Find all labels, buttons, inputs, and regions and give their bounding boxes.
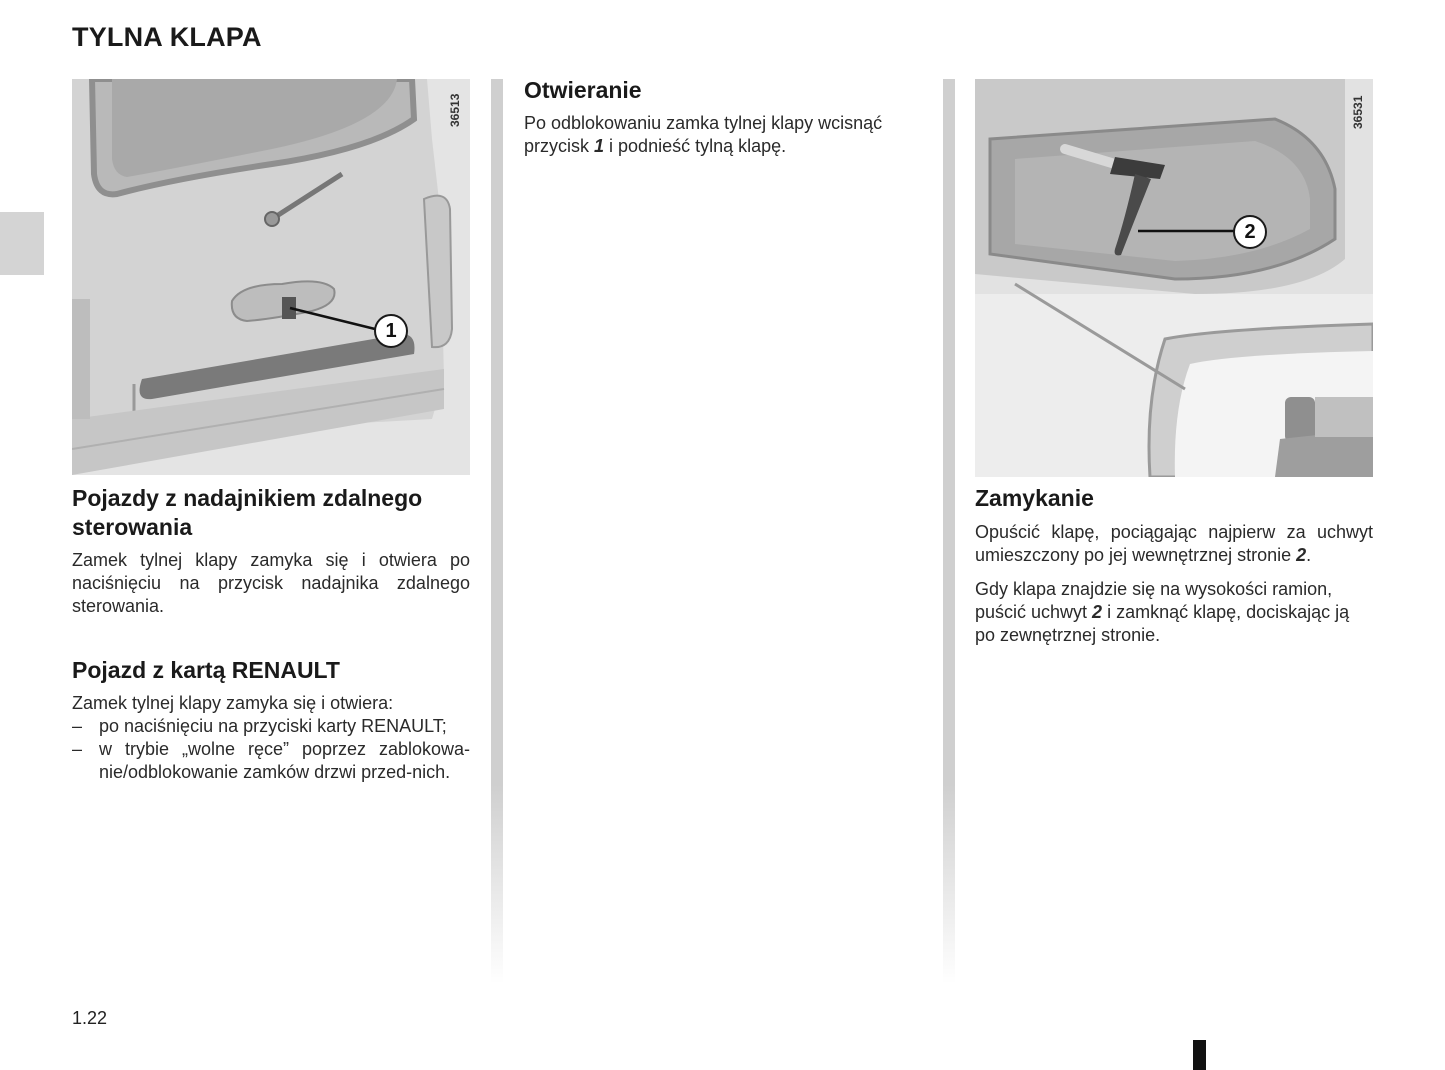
section-closing: [975, 484, 1373, 647]
page-number: 1.22: [72, 1008, 108, 1028]
figure-code: 36513: [448, 93, 462, 127]
section-heading: Pojazdy z nadajnikiem zdalnego sterowania: [72, 485, 423, 540]
section-body: Opuścić klapę, pociągając najpierw za uchwyt umieszczony po jej wewnętrznej stronie 2.: [975, 522, 1373, 565]
section-opening: [524, 76, 924, 158]
section-card: [72, 656, 470, 784]
tailgate-strap-illustration: [975, 79, 1373, 477]
page-title: TYLNA KLAPA: [72, 22, 262, 52]
section-remote: [72, 484, 470, 618]
page-edge-marker: [1193, 1040, 1206, 1070]
section-intro: Zamek tylnej klapy zamyka się i otwiera:: [72, 693, 394, 713]
figure-rear-door: [72, 79, 470, 475]
figure-code: 36531: [1351, 95, 1365, 129]
chapter-tab: [0, 212, 44, 275]
rear-door-illustration: [72, 79, 470, 475]
column-divider-right: [943, 79, 955, 984]
list-item: – po naciśnięciu na przyciski karty RENAULT;: [72, 715, 470, 738]
list-item: – w trybie „wolne ręce” poprzez zablokowa-nie/odblokowanie zamków drzwi przed-nich.: [72, 738, 470, 784]
callout-2: 2: [1233, 215, 1267, 249]
section-body: Gdy klapa znajdzie się na wysokości ramion, puścić uchwyt 2 i zamknąć klapę, dociskając ją po zewnętrznej stronie.: [975, 579, 1350, 645]
section-body: Zamek tylnej klapy zamyka się i otwiera po naciśnięciu na przycisk nadajnika zdalnego sterowania.: [72, 550, 470, 616]
reference-number: 2: [1092, 602, 1103, 622]
section-heading: Pojazd z kartą RENAULT: [72, 657, 340, 683]
column-divider-left: [491, 79, 503, 984]
card-options-list: [72, 715, 470, 784]
reference-number: 1: [594, 136, 605, 156]
section-heading: Otwieranie: [524, 77, 642, 103]
section-body: Po odblokowaniu zamka tylnej klapy wcisnąć przycisk 1 i podnieść tylną klapę.: [524, 113, 883, 156]
figure-tailgate-strap: [975, 79, 1373, 477]
section-heading: Zamykanie: [975, 485, 1094, 511]
reference-number: 2: [1296, 545, 1307, 565]
callout-1: 1: [374, 314, 408, 348]
